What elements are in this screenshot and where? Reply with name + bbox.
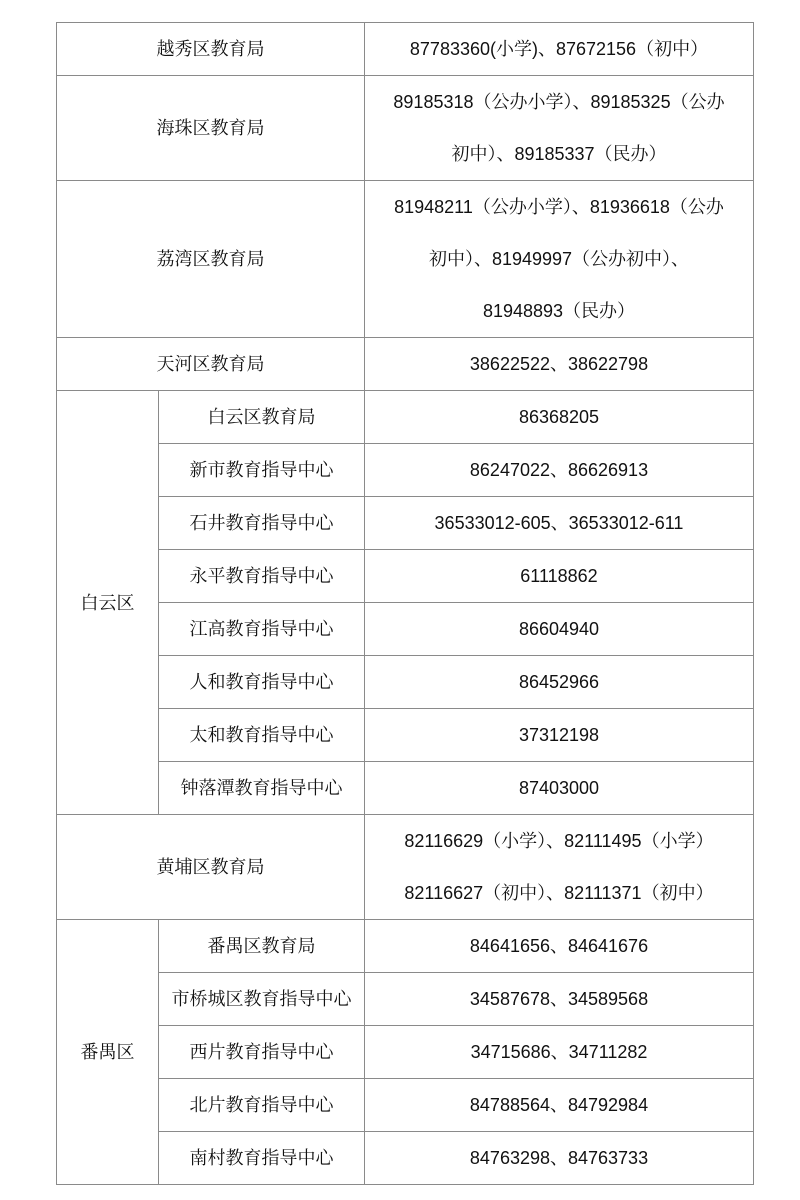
bureau-phone: 38622522、38622798 bbox=[365, 338, 754, 391]
unit-name: 钟落潭教育指导中心 bbox=[159, 762, 365, 815]
unit-name: 永平教育指导中心 bbox=[159, 550, 365, 603]
unit-name: 北片教育指导中心 bbox=[159, 1079, 365, 1132]
table-row bbox=[57, 338, 754, 391]
table-row bbox=[57, 709, 754, 762]
education-bureau-contacts-table bbox=[56, 22, 754, 1185]
table-row bbox=[57, 497, 754, 550]
unit-phone: 36533012-605、36533012-611 bbox=[365, 497, 754, 550]
table-row bbox=[57, 76, 754, 181]
table-row bbox=[57, 603, 754, 656]
unit-name: 太和教育指导中心 bbox=[159, 709, 365, 762]
unit-name: 人和教育指导中心 bbox=[159, 656, 365, 709]
table-row bbox=[57, 1026, 754, 1079]
table-row bbox=[57, 1079, 754, 1132]
bureau-name: 天河区教育局 bbox=[57, 338, 365, 391]
bureau-name: 海珠区教育局 bbox=[57, 76, 365, 181]
bureau-phone bbox=[365, 181, 754, 338]
unit-phone: 86368205 bbox=[365, 391, 754, 444]
unit-name: 新市教育指导中心 bbox=[159, 444, 365, 497]
district-name-panyu: 番禺区 bbox=[57, 920, 159, 1185]
phone-line: 81948211（公办小学）、81936618（公办 bbox=[394, 197, 724, 217]
unit-name: 白云区教育局 bbox=[159, 391, 365, 444]
bureau-phone bbox=[365, 23, 754, 76]
unit-name: 石井教育指导中心 bbox=[159, 497, 365, 550]
table-row bbox=[57, 762, 754, 815]
table-row bbox=[57, 181, 754, 338]
table-row bbox=[57, 23, 754, 76]
unit-phone: 34587678、34589568 bbox=[365, 973, 754, 1026]
unit-phone: 61118862 bbox=[365, 550, 754, 603]
table-row bbox=[57, 973, 754, 1026]
table-row bbox=[57, 444, 754, 497]
unit-name: 江高教育指导中心 bbox=[159, 603, 365, 656]
unit-phone: 84763298、84763733 bbox=[365, 1132, 754, 1185]
table-row bbox=[57, 920, 754, 973]
unit-name: 市桥城区教育指导中心 bbox=[159, 973, 365, 1026]
bureau-name: 荔湾区教育局 bbox=[57, 181, 365, 338]
unit-phone: 86247022、86626913 bbox=[365, 444, 754, 497]
unit-name: 番禺区教育局 bbox=[159, 920, 365, 973]
table-row bbox=[57, 391, 754, 444]
phone-line: 82116627（初中）、82111371（初中） bbox=[404, 883, 714, 903]
unit-phone: 86452966 bbox=[365, 656, 754, 709]
unit-phone: 87403000 bbox=[365, 762, 754, 815]
unit-phone: 34715686、34711282 bbox=[365, 1026, 754, 1079]
phone-line: 87783360(小学)、87672156（初中） bbox=[409, 39, 709, 59]
unit-name: 西片教育指导中心 bbox=[159, 1026, 365, 1079]
phone-line: 82116629（小学）、82111495（小学） bbox=[404, 831, 714, 851]
phone-line: 81948893（民办） bbox=[482, 301, 636, 321]
bureau-name: 越秀区教育局 bbox=[57, 23, 365, 76]
unit-name: 南村教育指导中心 bbox=[159, 1132, 365, 1185]
table-row bbox=[57, 815, 754, 920]
unit-phone: 86604940 bbox=[365, 603, 754, 656]
table-row bbox=[57, 550, 754, 603]
table-row bbox=[57, 656, 754, 709]
phone-line: 89185318（公办小学）、89185325（公办 bbox=[393, 92, 725, 112]
bureau-name: 黄埔区教育局 bbox=[57, 815, 365, 920]
phone-line: 初中）、89185337（民办） bbox=[451, 144, 667, 164]
phone-line: 初中）、81949997（公办初中）、 bbox=[428, 249, 690, 269]
table-row bbox=[57, 1132, 754, 1185]
unit-phone: 37312198 bbox=[365, 709, 754, 762]
unit-phone: 84641656、84641676 bbox=[365, 920, 754, 973]
district-name-baiyun: 白云区 bbox=[57, 391, 159, 815]
bureau-phone bbox=[365, 815, 754, 920]
bureau-phone bbox=[365, 76, 754, 181]
unit-phone: 84788564、84792984 bbox=[365, 1079, 754, 1132]
